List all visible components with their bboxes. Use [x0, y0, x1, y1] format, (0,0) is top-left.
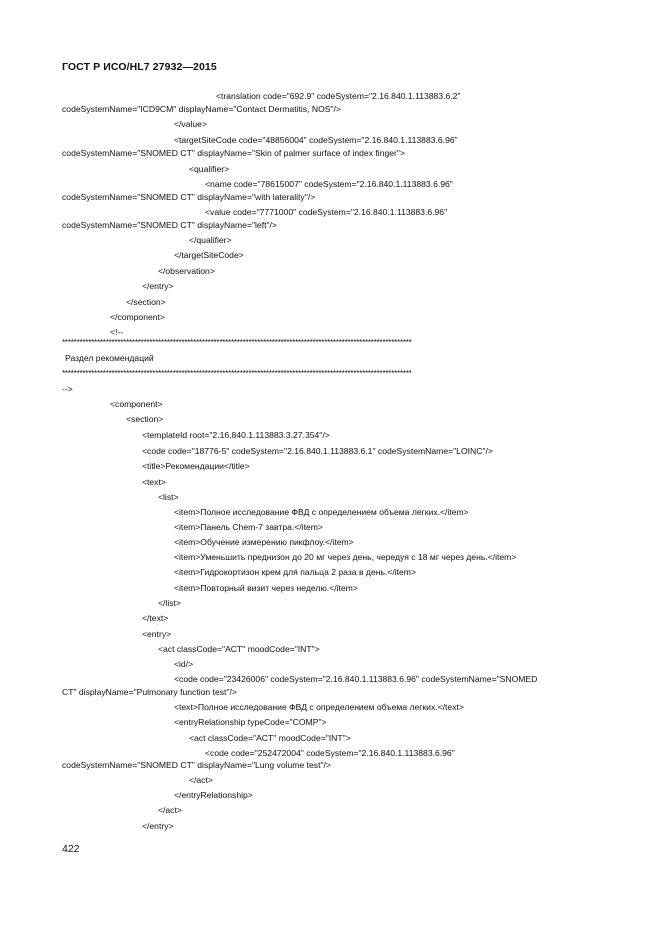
code-line: </value> — [174, 119, 207, 129]
code-line: <act classCode="ACT" moodCode="INT"> — [189, 733, 351, 743]
code-line: codeSystemName="SNOMED CT" displayName="Skin of palmer surface of index finger"> — [62, 148, 405, 158]
code-line: </targetSiteCode> — [174, 250, 244, 260]
code-line: </text> — [142, 613, 169, 623]
code-line: <item>Обучение измерению пикфлоу.</item> — [174, 537, 354, 547]
code-line: <name code="78615007" codeSystem="2.16.840.1.113883.6.96" — [205, 179, 453, 189]
code-line: <templateId root="2.16.840.1.113883.3.27.354"/> — [142, 430, 330, 440]
code-line: <text> — [142, 477, 166, 487]
code-line: <component> — [110, 399, 163, 409]
code-line: <section> — [126, 414, 164, 424]
code-line: </section> — [126, 297, 166, 307]
code-line: <value code="7771000" codeSystem="2.16.840.1.113883.6.96" — [205, 207, 448, 217]
code-line: <item>Панель Chem-7 завтра.</item> — [174, 522, 323, 532]
code-line: </act> — [189, 775, 213, 785]
code-line: <list> — [158, 492, 179, 502]
code-line: <item>Повторный визит через неделю.</item> — [174, 583, 358, 593]
code-line: <!-- — [110, 327, 124, 337]
code-line: </entryRelationship> — [174, 790, 253, 800]
code-line: CT" displayName="Pulmonary function test"/> — [62, 687, 237, 697]
page-number: 422 — [62, 843, 80, 855]
comment-separator: ************************************************************************************************************************ — [62, 338, 412, 347]
code-line: <entryRelationship typeCode="COMP"> — [174, 717, 327, 727]
comment-separator: ************************************************************************************************************************ — [62, 369, 412, 378]
code-line: </observation> — [158, 266, 215, 276]
code-line: <entry> — [142, 629, 172, 639]
code-line: <code code="23426006" codeSystem="2.16.840.1.113883.6.96" codeSystemName="SNOMED — [174, 674, 538, 684]
code-line: </qualifier> — [189, 235, 232, 245]
code-line: </act> — [158, 805, 182, 815]
code-line: </component> — [110, 312, 165, 322]
code-line: <code code="18776-5" codeSystem="2.16.840.1.113883.6.1" codeSystemName="LOINC"/> — [142, 446, 493, 456]
code-line: <text>Полное исследование ФВД с определением объема легких.</text> — [174, 702, 464, 712]
code-line: <title>Рекомендации</title> — [142, 461, 250, 471]
code-line: codeSystemName="SNOMED CT" displayName="with laterality"/> — [62, 192, 316, 202]
code-line: --> — [62, 384, 73, 394]
code-line: Раздел рекомендаций — [65, 353, 154, 363]
code-line: codeSystemName="SNOMED CT" displayName="left"/> — [62, 220, 277, 230]
code-line: <id/> — [174, 659, 194, 669]
code-line: <targetSiteCode code="48856004" codeSystem="2.16.840.1.113883.6.96" — [174, 135, 458, 145]
code-line: <code code="252472004" codeSystem="2.16.840.1.113883.6.96" — [205, 748, 455, 758]
code-line: <translation code="692.9" codeSystem="2.16.840.1.113883.6.2" — [216, 91, 461, 101]
code-line: codeSystemName="ICD9CM" displayName="Contact Dermatitis, NOS"/> — [62, 104, 341, 114]
document-header: ГОСТ Р ИСО/HL7 27932—2015 — [62, 61, 217, 73]
code-line: </list> — [158, 598, 181, 608]
code-line: <item>Полное исследование ФВД с определением объема легких.</item> — [174, 507, 469, 517]
code-line: </entry> — [142, 821, 174, 831]
code-line: <qualifier> — [189, 164, 230, 174]
code-line: codeSystemName="SNOMED CT" displayName="Lung volume test"/> — [62, 760, 331, 770]
code-line: <act classCode="ACT" moodCode="INT"> — [158, 644, 320, 654]
code-line: <item>Гидрокортизон крем для пальца 2 раза в день.</item> — [174, 567, 416, 577]
code-line: </entry> — [142, 281, 174, 291]
code-line: <item>Уменьшить преднизон до 20 мг через день, чередуя с 18 мг через день.</item> — [174, 552, 517, 562]
